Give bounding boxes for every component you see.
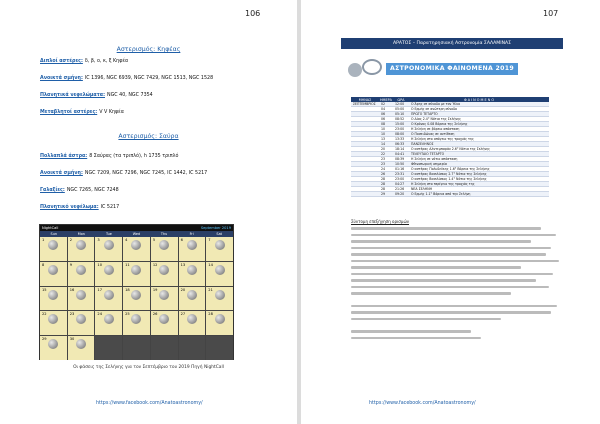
calendar-day: [40, 287, 67, 311]
cell-day: 23: [379, 157, 393, 162]
info-line: [40, 171, 207, 176]
cell-time: 23:00: [393, 177, 409, 182]
calendar-day: [95, 311, 122, 335]
calendar-day: [123, 336, 150, 360]
moon-icon: [131, 240, 141, 250]
notes-title: Σύντομη επεξήγηση ορισμών: [351, 219, 410, 224]
cell-time: 01:16: [393, 167, 409, 172]
moon-icon: [187, 314, 197, 324]
moon-icon: [215, 314, 225, 324]
cell-day: 04: [379, 107, 393, 112]
day-number: 6: [180, 238, 183, 242]
moon-icon: [48, 240, 58, 250]
cell-event: Η Σελήνη σε βόρειο απόσταση: [409, 127, 549, 132]
cell-event: ΠΑΝΣΕΛΗΝΟΣ: [409, 142, 549, 147]
cell-event: ΠΡΩΤΟ ΤΕΤΑΡΤΟ: [409, 112, 549, 117]
calendar-day: [206, 237, 233, 261]
info-text: IC 5217: [100, 205, 120, 210]
cell-event: Η Σελήνη στο απόγειο της τροχιάς της: [409, 137, 549, 142]
moon-icon: [76, 240, 86, 250]
cell-day: 20: [379, 147, 393, 152]
moon-icon: [76, 290, 86, 300]
calendar-day: [151, 287, 178, 311]
cell-event: Ο Ερμής σε ανώτερη σύνοδο: [409, 107, 549, 112]
cell-day: 06: [379, 117, 393, 122]
day-number: 18: [125, 287, 130, 292]
calendar-day: [68, 262, 95, 286]
moon-icon: [215, 265, 225, 275]
day-number: 5: [152, 238, 156, 242]
cell-event: Ο αστέρας Βασιλίσκος 1.4° Νότια της Σελήνης: [409, 177, 549, 182]
weekday-label: Tue: [106, 232, 112, 236]
moon-icon: [159, 240, 169, 250]
cell-time: 04:27: [393, 182, 409, 187]
calendar-day: [123, 262, 150, 286]
cell-time: 04:41: [393, 152, 409, 157]
calendar-day: [123, 311, 150, 335]
right-page: [301, 0, 600, 424]
day-number: 21: [208, 287, 213, 292]
left-page: [0, 0, 297, 424]
cell-event: Ο Κρόνος 0.08 Βόρεια της Σελήνης: [409, 122, 549, 127]
cell-day: 29: [379, 192, 393, 197]
cell-day: 28: [379, 177, 393, 182]
info-label: Ανοικτά σμήνη:: [40, 171, 83, 176]
calendar-day: [206, 262, 233, 286]
calendar-day: [95, 287, 122, 311]
table-row: [351, 192, 549, 197]
info-label: Ανοικτά σμήνη:: [40, 76, 83, 81]
day-number: 30: [69, 337, 75, 342]
cell-time: 08:39: [393, 157, 409, 162]
header-day: ΗΜΕΡΑ: [380, 97, 392, 102]
day-number: 12: [152, 262, 158, 267]
calendar-grid: [40, 237, 233, 360]
day-number: 16: [69, 287, 75, 292]
cell-time: 15:00: [393, 122, 409, 127]
cell-event: Ο αστέρας Πολυδεύκης 1.6° Βόρεια της Σελήνης: [409, 167, 549, 172]
cell-time: 23:00: [393, 127, 409, 132]
moon-icon: [48, 265, 58, 275]
calendar-caption: Οι φάσεις της Σελήνης για τον Σεπτέμβριο του 2019 Πηγή NightCall: [73, 365, 224, 370]
cell-day: 28: [379, 182, 393, 187]
moon-calendar: [39, 224, 234, 360]
moon-icon: [131, 265, 141, 275]
weekday-label: Sat: [216, 232, 222, 236]
day-number: 17: [97, 287, 102, 292]
moon-icon: [104, 290, 114, 300]
day-number: 2: [69, 238, 72, 242]
info-line: [40, 154, 178, 159]
cell-time: 13:33: [393, 137, 409, 142]
day-number: 25: [125, 312, 130, 317]
moon-icon: [131, 290, 141, 300]
day-number: 11: [125, 262, 130, 267]
calendar-day: [40, 262, 67, 286]
info-line: [40, 188, 119, 193]
info-line: [40, 93, 153, 98]
calendar-brand: NightCall: [42, 226, 59, 230]
cell-time: 05:00: [393, 107, 409, 112]
page-number: 106: [245, 9, 261, 18]
page-title: ΑΣΤΡΟΝΟΜΙΚΑ ΦΑΙΝΟΜΕΝΑ 2019: [386, 63, 518, 75]
moon-icon: [104, 265, 114, 275]
weekday-label: Fri: [189, 232, 194, 236]
moon-icon: [104, 240, 114, 250]
moon-icon: [187, 240, 197, 250]
calendar-day: [179, 336, 206, 360]
info-label: Πολλαπλά άστρα:: [40, 154, 88, 159]
cell-time: 18:14: [393, 147, 409, 152]
moon-icon: [104, 314, 114, 324]
day-number: 27: [180, 312, 186, 317]
table-body: [351, 102, 549, 197]
moon-icon: [48, 314, 58, 324]
info-line: [40, 76, 213, 81]
info-text: NGC 7209, NGC 7296, NGC 7245, IC 1442, IC 5217: [84, 171, 208, 176]
calendar-day: [151, 262, 178, 286]
footer-link[interactable]: https://www.facebook.com/Anatoastronomy/: [96, 401, 203, 406]
calendar-day: [206, 311, 233, 335]
cell-time: 23:31: [393, 172, 409, 177]
section-title: Αστερισμός: Σαύρα: [118, 133, 179, 140]
info-text: IC 1396, NGC 6939, NGC 7429, NGC 1513, NGC 1528: [84, 76, 214, 81]
info-label: Πλανητικά νεφελώματα:: [40, 93, 105, 98]
day-number: 22: [42, 312, 47, 317]
cell-day: 22: [379, 152, 393, 157]
calendar-month: September 2019: [200, 226, 231, 230]
footer-link[interactable]: https://www.facebook.com/Anatoastronomy/: [369, 401, 476, 406]
info-line: [40, 59, 128, 64]
moon-icon: [215, 240, 225, 250]
info-label: Μεταβλητοί αστέρες:: [40, 110, 98, 115]
day-number: 1: [42, 238, 45, 242]
moon-icon: [76, 339, 86, 349]
header-banner: ΑΡΑΤΟΣ – Παρατηρησιακή Αστρονομία ΣΑΛΑΜΙΝΑΣ: [341, 38, 563, 49]
cell-day: 10: [379, 132, 393, 137]
cell-event: Ο Ποσειδώνας σε αντίθεση: [409, 132, 549, 137]
calendar-day: [179, 287, 206, 311]
calendar-day: [179, 311, 206, 335]
events-table: [351, 97, 549, 197]
calendar-day: [95, 262, 122, 286]
calendar-day: [206, 287, 233, 311]
cell-month: ΣΕΠΤΕΜΒΡΙΟΣ: [351, 102, 379, 107]
moon-icon: [159, 314, 169, 324]
info-label: Διπλοί αστέρες:: [40, 59, 83, 64]
day-number: 15: [42, 287, 47, 292]
day-number: 14: [208, 262, 213, 267]
cell-time: 09:20: [393, 192, 409, 197]
calendar-day: [123, 237, 150, 261]
cell-event: Ο Ερμής 1.1° Βόρεια από την Σελήνη: [409, 192, 549, 197]
cell-day: 24: [379, 167, 393, 172]
section-title: Αστερισμός: Κηφέας: [116, 46, 181, 53]
info-text: NGC 40, NGC 7354: [107, 93, 153, 98]
day-number: 26: [152, 312, 158, 317]
moon-icon: [48, 290, 58, 300]
calendar-day: [179, 262, 206, 286]
info-text: NGC 7265, NGC 7248: [66, 188, 119, 193]
calendar-day: [206, 336, 233, 360]
cell-event: Φθινοπωρινή ισημερία: [409, 162, 549, 167]
moon-icon: [159, 265, 169, 275]
cell-time: 10:50: [393, 162, 409, 167]
cell-event: Ο αστέρας Βασιλίσκος 2.7° Νότια της Σελήνης: [409, 172, 549, 177]
cell-day: 28: [379, 187, 393, 192]
info-text: δ, β, ο, κ, ξ Κηφέα: [84, 59, 129, 64]
info-text: V V Κηφέα: [99, 110, 124, 115]
moon-icon: [76, 314, 86, 324]
info-label: Πλανητικό νεφέλωμα:: [40, 205, 99, 210]
day-number: 19: [152, 287, 158, 292]
cell-time: 21:26: [393, 187, 409, 192]
weekday-label: Thu: [160, 232, 168, 236]
calendar-day: [68, 336, 95, 360]
cell-day: 08: [379, 122, 393, 127]
day-number: 28: [208, 312, 213, 317]
day-number: 9: [69, 262, 72, 267]
calendar-day: [68, 311, 95, 335]
cell-time: 08:52: [393, 117, 409, 122]
cell-day: 14: [379, 142, 393, 147]
calendar-day: [179, 237, 206, 261]
cell-event: Ο Άρης σε σύνοδο με τον Ήλιο: [409, 102, 549, 107]
cell-day: 02: [379, 102, 393, 107]
info-label: Γαλαξίες:: [40, 188, 65, 193]
cell-day: 10: [379, 127, 393, 132]
cell-day: 26: [379, 172, 393, 177]
header-month: ΜΗΝΑΣ: [351, 97, 379, 102]
day-number: 20: [180, 287, 186, 292]
day-number: 3: [97, 238, 100, 242]
cell-day: 13: [379, 137, 393, 142]
notes-section: [351, 219, 561, 343]
cell-event: Η Σελήνη σε νότιο απόσταση: [409, 157, 549, 162]
cell-time: 08:00: [393, 132, 409, 137]
header-time: ΩΡΑ: [393, 97, 409, 102]
moon-icon: [159, 290, 169, 300]
cell-time: 12:00: [393, 102, 409, 107]
cell-event: ΝΕΑ ΣΕΛΗΝΗ: [409, 187, 549, 192]
day-number: 24: [97, 312, 102, 317]
moon-icon: [187, 290, 197, 300]
calendar-day: [40, 237, 67, 261]
calendar-day: [68, 237, 95, 261]
day-number: 4: [125, 238, 128, 242]
info-text: 8 Σαύρας (τα τριπλό), h 1735 τριπλό: [89, 154, 179, 159]
calendar-day: [151, 311, 178, 335]
calendar-day: [40, 311, 67, 335]
calendar-day: [95, 336, 122, 360]
calendar-day: [123, 287, 150, 311]
cell-day: 06: [379, 112, 393, 117]
moon-icon: [131, 314, 141, 324]
cell-time: 06:33: [393, 142, 409, 147]
weekday-label: Mon: [77, 232, 85, 236]
moon-icon: [76, 265, 86, 275]
calendar-day: [151, 336, 178, 360]
day-number: 23: [69, 312, 75, 317]
day-number: 29: [42, 337, 47, 342]
weekday-label: Sun: [50, 232, 57, 236]
day-number: 7: [208, 238, 211, 242]
day-number: 8: [42, 262, 45, 267]
cell-month: [351, 192, 379, 197]
cell-event: Ο Δίας 2.4° Νότια της Σελήνης: [409, 117, 549, 122]
moon-icon: [215, 290, 225, 300]
cell-time: 05:10: [393, 112, 409, 117]
page-number: 107: [543, 9, 559, 18]
planet-icon: [348, 55, 383, 85]
cell-event: Ο αστέρας Αλντεμπαράν 2.6° Νότια της Σελήνης: [409, 147, 549, 152]
info-line: [40, 205, 119, 210]
moon-icon: [48, 339, 58, 349]
day-number: 10: [97, 262, 102, 267]
calendar-day: [95, 237, 122, 261]
calendar-day: [68, 287, 95, 311]
day-number: 13: [180, 262, 186, 267]
header-event: Φ Α Ι Ν Ο Μ Ε Ν Ο: [409, 97, 549, 102]
calendar-day: [151, 237, 178, 261]
calendar-day: [40, 336, 67, 360]
cell-event: Η Σελήνη στο περίγειο της τροχιάς της: [409, 182, 549, 187]
cell-day: 23: [379, 162, 393, 167]
cell-event: ΤΕΛΕΥΤΑΙΟ ΤΕΤΑΡΤΟ: [409, 152, 549, 157]
info-line: [40, 110, 124, 115]
weekday-label: Wed: [132, 232, 141, 236]
moon-icon: [187, 265, 197, 275]
